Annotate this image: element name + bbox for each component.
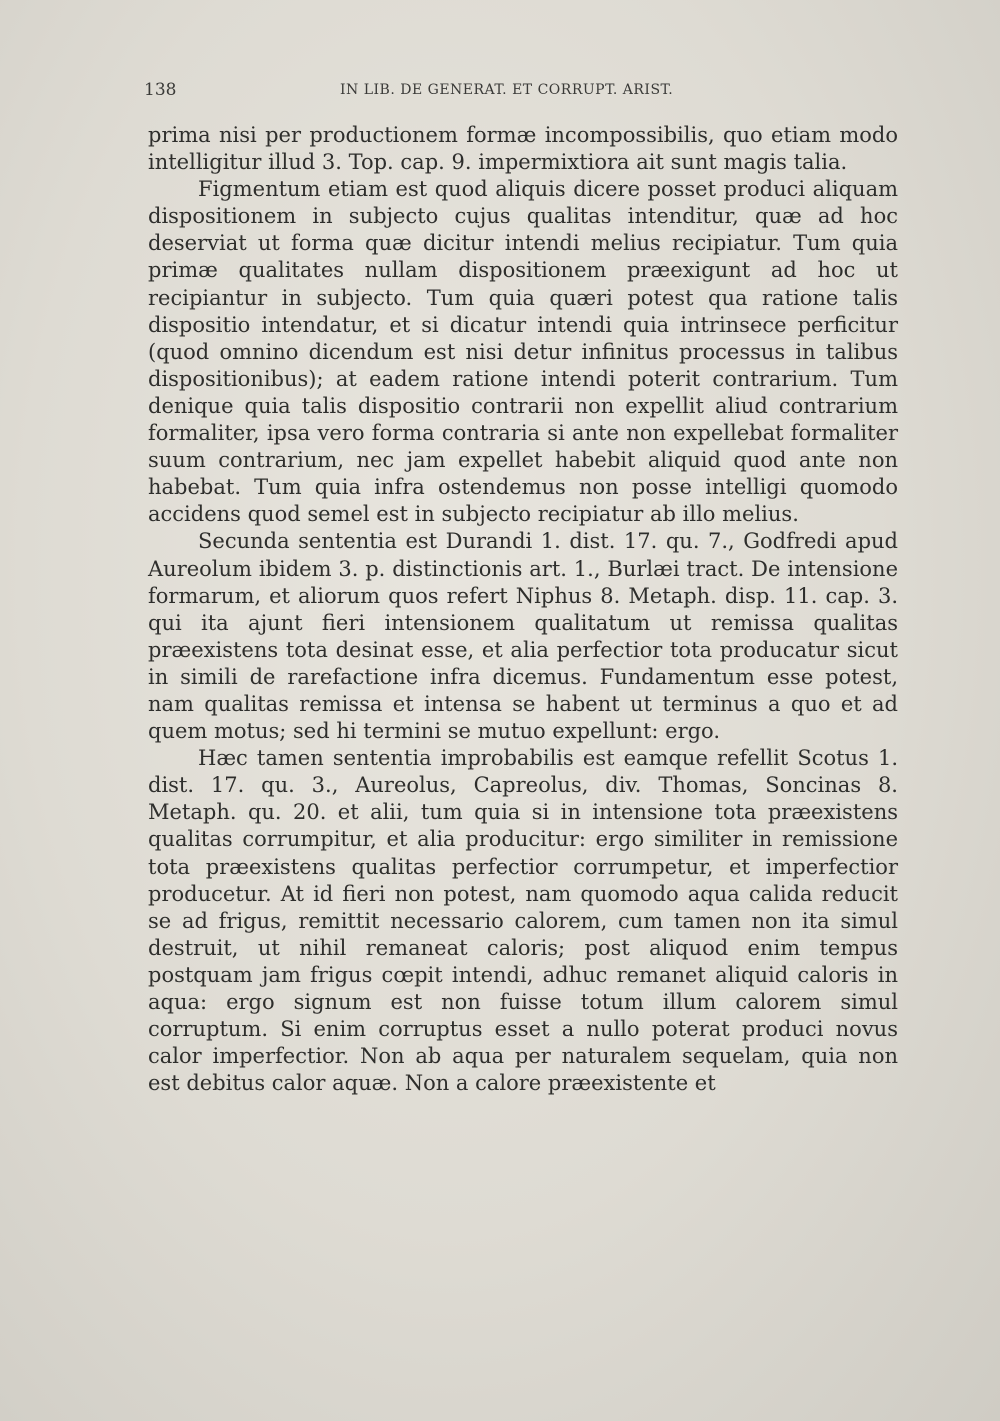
running-title: IN LIB. DE GENERAT. ET CORRUPT. ARIST. — [340, 82, 674, 98]
paragraph-secunda-sententia: Secunda sententia est Durandi 1. dist. 17. qu. 7., Godfredi apud Aureolum ibidem 3. p. distinctionis art. 1., Burlæi tract. De intensione formarum, et aliorum quos refert Niphus 8. Metaph. disp. 11. cap. 3. qui ita ajunt fieri intensionem qualitatum ut remissa qualitas præexistens tota desinat esse, et alia perfectior tota producatur sicut in simili de rarefactione infra dicemus. Fundamentum esse potest, nam qualitas remissa et intensa se habent ut terminus a quo et ad quem motus; sed hi termini se mutuo expellunt: ergo. — [148, 529, 898, 744]
paragraph-haec-tamen: Hæc tamen sententia improbabilis est eamque refellit Scotus 1. dist. 17. qu. 3., Aureolus, Capreolus, div. Thomas, Soncinas 8. Metaph. qu. 20. et alii, tum quia si in intensione tota præexistens qualitas corrumpitur, et alia producitur: ergo similiter in remissione tota præexistens qualitas perfectior corrumpetur, et imperfectior producetur. At id fieri non potest, nam quomodo aqua calida reducit se ad frigus, remittit necessario calorem, cum tamen non ita simul destruit, ut nihil remaneat caloris; post aliquod enim tempus postquam jam frigus cœpit intendi, adhuc remanet aliquid caloris in aqua: ergo signum est non fuisse totum illum calorem simul corruptum. Si enim corruptus esset a nullo poterat produci novus calor imperfectior. Non ab aqua per naturalem sequelam, quia non est debitus calor aquæ. Non a calore præexistente et — [148, 746, 898, 1096]
paragraph-figmentum: Figmentum etiam est quod aliquis dicere posset produci aliquam dispositionem in subjecto cujus qualitas intenditur, quæ ad hoc deserviat ut forma quæ dicitur intendi melius recipiatur. Tum quia primæ qualitates nullam dispositionem præexigunt ad hoc ut recipiantur in subjecto. Tum quia quæri potest qua ratione talis dispositio intendatur, et si dicatur intendi quia intrinsece perficitur (quod omnino dicendum est nisi detur infinitus processus in talibus dispositionibus); at eadem ratione intendi poterit contrarium. Tum denique quia talis dispositio contrarii non expellit aliud contrarium formaliter, ipsa vero forma contraria si ante non expellebat formaliter suum contrarium, nec jam expellet habebit aliquid quod ante non habebat. Tum quia infra ostendemus non posse intelligi quomodo accidens quod semel est in subjecto recipiatur ab illo melius. — [148, 177, 898, 527]
page-header — [144, 80, 904, 104]
page-number: 138 — [144, 80, 177, 100]
paragraph-continued: prima nisi per productionem formæ incompossibilis, quo etiam modo intelligitur illud 3. Top. cap. 9. impermixtiora ait sunt magis talia. — [148, 123, 898, 175]
body-text — [148, 122, 898, 1097]
